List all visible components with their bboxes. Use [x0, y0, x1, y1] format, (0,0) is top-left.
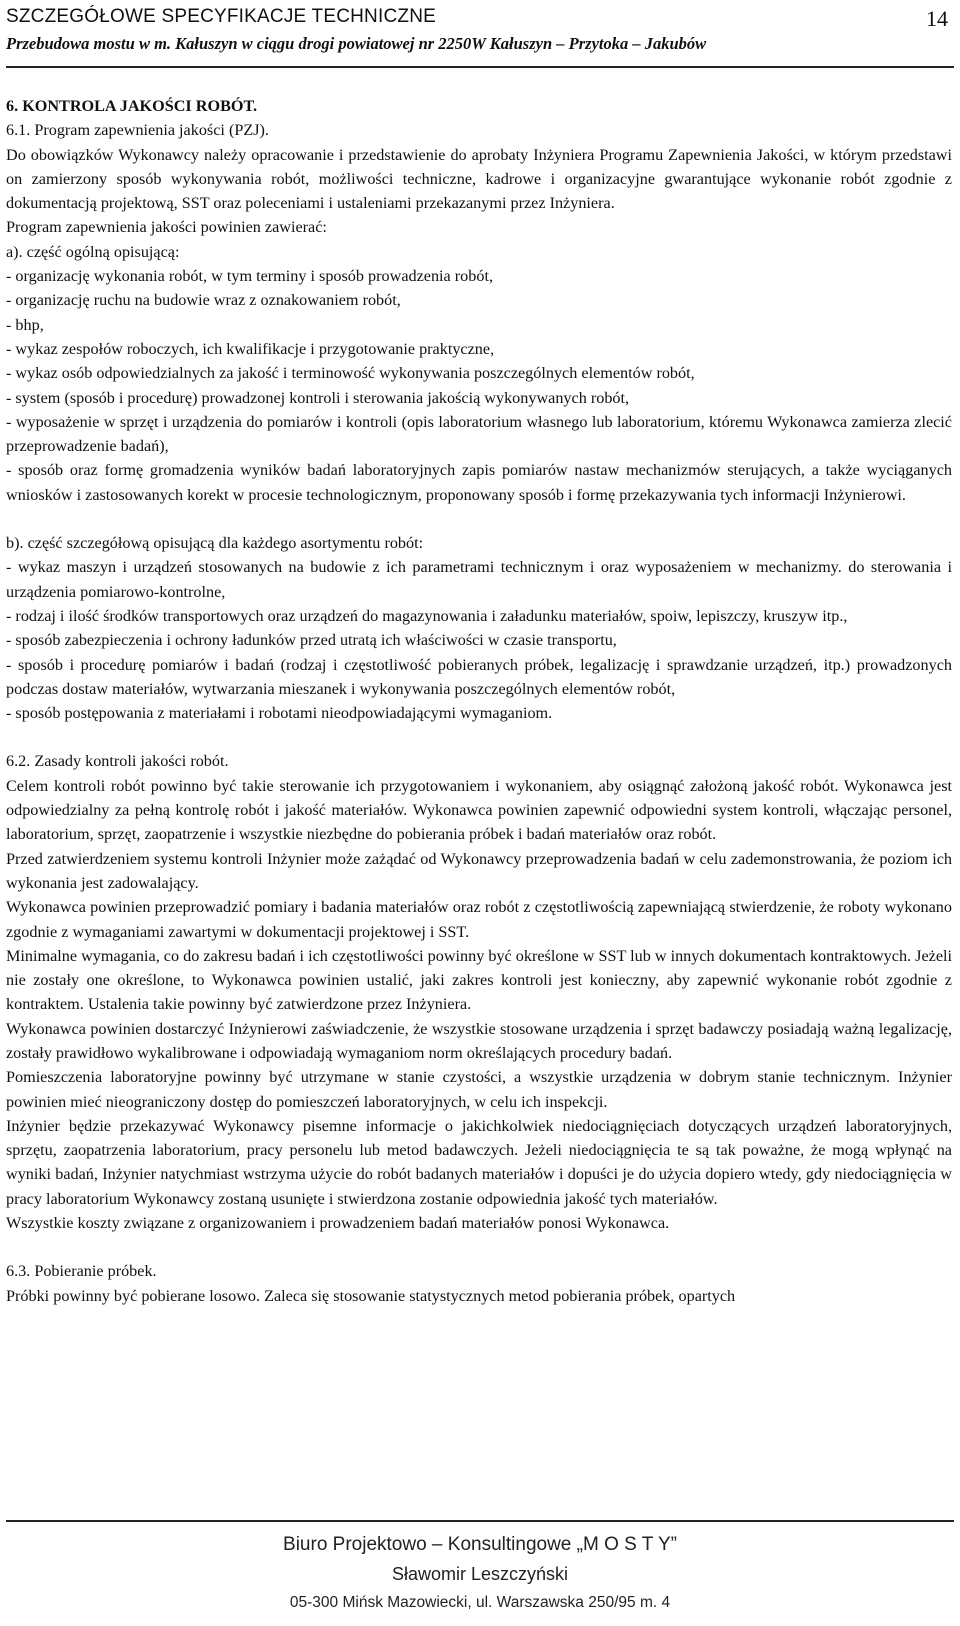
- paragraph: Wykonawca powinien dostarczyć Inżynierowi zaświadczenie, że wszystkie stosowane urządzenia i sprzęt badawczy posiadają ważną legalizację, zostały prawidłowo wykalibrowane i odpowiadają wymaganiom norm określających procedury badań.: [6, 1019, 952, 1062]
- list-item: - bhp,: [6, 315, 44, 334]
- list-item: - sposób oraz formę gromadzenia wyników badań laboratoryjnych zapis pomiarów nastaw mechanizmów sterujących, a także wyciąganych wniosków i zastosowanych korekt w procesie technologicznym, proponowany sposób i formę przekazywania tych informacji Inżynierowi.: [6, 461, 952, 504]
- paragraph: Do obowiązków Wykonawcy należy opracowanie i przedstawienie do aprobaty Inżyniera Programu Zapewnienia Jakości, w którym przedstawi on zamierzony sposób wykonywania robót, możliwości techniczne, kadrowe i organizacyjne gwarantujące wykonanie robót zgodnie z dokumentacją projektową, SST oraz poleceniami i ustaleniami przekazanymi przez Inżyniera.: [6, 145, 952, 213]
- spacer: [6, 1235, 952, 1259]
- footer-name: Sławomir Leszczyński: [391, 1564, 569, 1584]
- paragraph: Pomieszczenia laboratoryjne powinny być utrzymane w stanie czystości, a wszystkie urządzenia w dobrym stanie technicznym. Inżynier powinien mieć nieograniczony dostęp do pomieszczeń laboratoryjnych, w celu ich inspekcji.: [6, 1068, 952, 1111]
- page-header: [6, 4, 954, 68]
- list-item: - wykaz osób odpowiedzialnych za jakość i terminowość wykonywania poszczególnych elementów robót,: [6, 364, 695, 383]
- header-subtitle: Przebudowa mostu w m. Kałuszyn w ciągu drogi powiatowej nr 2250W Kałuszyn – Przytoka – Jakubów: [6, 34, 707, 53]
- list-item: - organizację ruchu na budowie wraz z oznakowaniem robót,: [6, 291, 401, 310]
- paragraph: Wszystkie koszty związane z organizowaniem i prowadzeniem badań materiałów ponosi Wykonawca.: [6, 1214, 670, 1233]
- list-item: - sposób postępowania z materiałami i robotami nieodpowiadającymi wymaganiom.: [6, 704, 553, 723]
- list-heading-a: a). część ogólną opisującą:: [6, 242, 180, 261]
- paragraph: Minimalne wymagania, co do zakresu badań i ich częstotliwości powinny być określone w SST lub w innych dokumentach kontraktowych. Jeżeli nie zostały one określone, to Wykonawca powinien ustalić, jaki zakres kontroli jest konieczny, aby zapewnić wykonanie robót zgodnie z kontraktem. Ustalenia takie powinny być zatwierdzone przez Inżyniera.: [6, 946, 952, 1014]
- paragraph: Próbki powinny być pobierane losowo. Zaleca się stosowanie statystycznych metod pobierania próbek, opartych: [6, 1286, 736, 1305]
- list-item: - sposób i procedurę pomiarów i badań (rodzaj i częstotliwość pobieranych próbek, legalizację i sprawdzanie urządzeń, itp.) prowadzonych podczas dostaw materiałów, wytwarzania mieszanek i wykonywania poszczególnych elementów robót,: [6, 655, 952, 698]
- paragraph: Celem kontroli robót powinno być takie sterowanie ich przygotowaniem i wykonaniem, aby osiągnąć założoną jakość robót. Wykonawca jest odpowiedzialny za pełną kontrolę robót i jakość materiałów. Wykonawca powinien zapewnić odpowiedni system kontroli, włączając personel, laboratorium, sprzęt, zaopatrzenie i wszystkie niezbędne do pobierania próbek i badań materiałów oraz robót.: [6, 776, 952, 844]
- page-number: 14: [926, 6, 948, 31]
- footer-company: Biuro Projektowo – Konsultingowe „M O S T Y”: [283, 1534, 677, 1555]
- spacer: [6, 725, 952, 749]
- list-item: - wyposażenie w sprzęt i urządzenia do pomiarów i kontroli (opis laboratorium własnego lub laboratorium, któremu Wykonawca zamierza zlecić przeprowadzenie badań),: [6, 412, 952, 456]
- paragraph: Inżynier będzie przekazywać Wykonawcy pisemne informacje o jakichkolwiek niedociągnięciach dotyczących urządzeń laboratoryjnych, sprzętu, zaopatrzenia laboratorium, pracy personelu lub metod badawczych. Jeżeli niedociągnięcia te są tak poważne, że mogą wpłynąć na wyniki badań, Inżynier natychmiast wstrzyma użycie do robót badanych materiałów i dopuści je do użycia dopiero wtedy, gdy niedociągnięcia w pracy laboratorium Wykonawcy zostaną usunięte i stwierdzona zostanie odpowiednia jakość tych materiałów.: [6, 1116, 952, 1208]
- section-heading: 6. KONTROLA JAKOŚCI ROBÓT.: [6, 97, 258, 115]
- list-item: - sposób zabezpieczenia i ochrony ładunków przed utratą ich właściwości w czasie transportu,: [6, 631, 617, 650]
- list-item: - wykaz maszyn i urządzeń stosowanych na budowie z ich parametrami technicznym i oraz wyposażeniem w mechanizmy. do sterowania i urządzenia pomiarowo-kontrolne,: [6, 558, 952, 601]
- document-body: [6, 94, 952, 1308]
- header-title: SZCZEGÓŁOWE SPECYFIKACJE TECHNICZNE: [6, 6, 436, 27]
- paragraph: Przed zatwierdzeniem systemu kontroli Inżynier może zażądać od Wykonawcy przeprowadzenia badań w celu zademonstrowania, że poziom ich wykonania jest zadowalający.: [6, 849, 952, 892]
- list-item: - rodzaj i ilość środków transportowych oraz urządzeń do magazynowania i załadunku materiałów, spoiw, lepiszczy, kruszyw itp.,: [6, 606, 848, 625]
- footer-address: 05-300 Mińsk Mazowiecki, ul. Warszawska 250/95 m. 4: [289, 1594, 671, 1611]
- subsection-heading-6-1: 6.1. Program zapewnienia jakości (PZJ).: [6, 121, 269, 140]
- paragraph: Program zapewnienia jakości powinien zawierać:: [6, 218, 327, 237]
- list-item: - organizację wykonania robót, w tym terminy i sposób prowadzenia robót,: [6, 267, 494, 286]
- page-footer: [0, 1520, 960, 1626]
- list-item: - wykaz zespołów roboczych, ich kwalifikacje i przygotowanie praktyczne,: [6, 339, 495, 358]
- list-heading-b: b). część szczegółową opisującą dla każdego asortymentu robót:: [6, 534, 424, 553]
- subsection-heading-6-3: 6.3. Pobieranie próbek.: [6, 1262, 157, 1281]
- list-item: - system (sposób i procedurę) prowadzonej kontroli i sterowania jakością wykonywanych robót,: [6, 388, 630, 407]
- footer-rule: [6, 1520, 954, 1522]
- spacer: [6, 507, 952, 531]
- paragraph: Wykonawca powinien przeprowadzić pomiary i badania materiałów oraz robót z częstotliwością zapewniającą stwierdzenie, że roboty wykonano zgodnie z wymaganiami zawartymi w dokumentacji projektowej i SST.: [6, 898, 952, 941]
- subsection-heading-6-2: 6.2. Zasady kontroli jakości robót.: [6, 752, 229, 771]
